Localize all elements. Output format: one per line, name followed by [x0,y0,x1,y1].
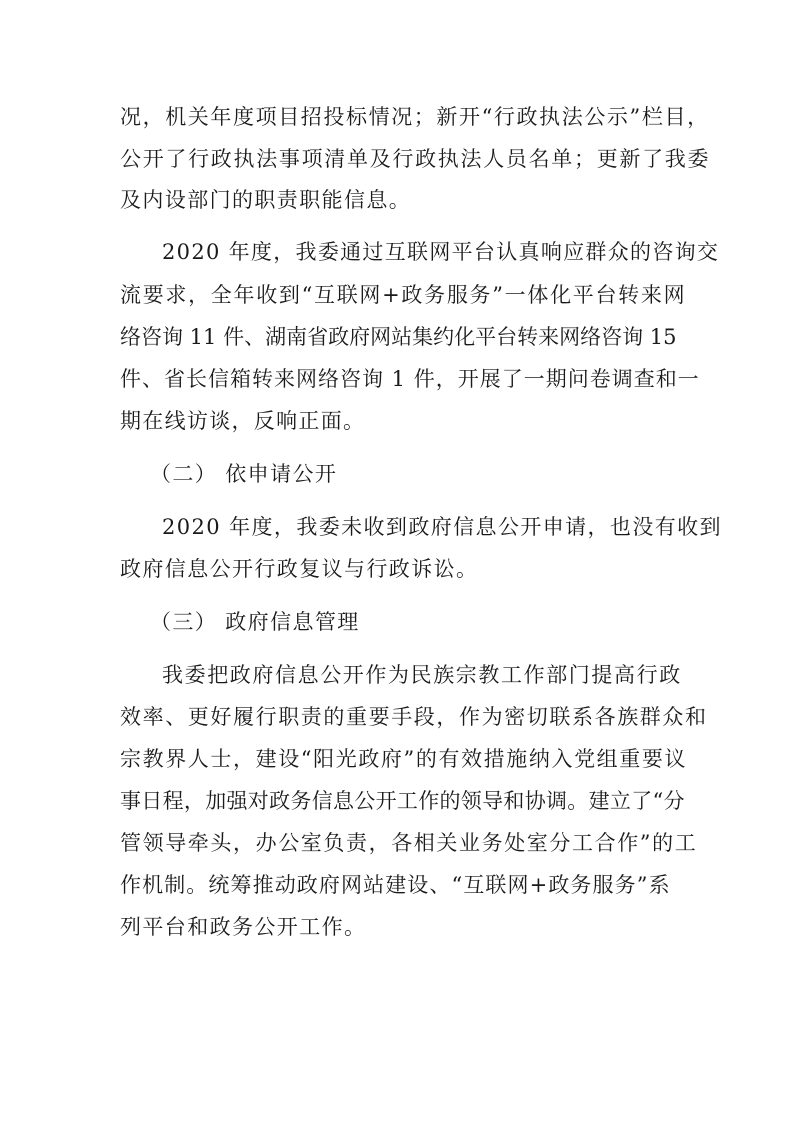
body-text-line: 效率、更好履行职责的重要手段，作为密切联系各族群众和 [120,705,708,729]
body-text-line: 况，机关年度项目招投标情况；新开“行政执法公示”栏目， [120,105,710,129]
body-text-line: 事日程，加强对政务信息公开工作的领导和协调。建立了“分 [120,789,685,813]
section-heading-application: （二） 依申请公开 [150,462,338,486]
body-text-line: 政府信息公开行政复议与行政诉讼。 [120,557,479,581]
body-text-line: 件、省长信箱转来网络咨询 1 件，开展了一期问卷调查和一 [120,367,700,391]
section-heading-management: （三） 政府信息管理 [150,610,360,634]
body-text-line: 2020 年度，我委通过互联网平台认真响应群众的咨询交 [162,240,720,264]
body-text-line: 列平台和政务公开工作。 [120,915,367,939]
body-text-line: 作机制。统筹推动政府网站建设、“互联网+政务服务”系 [120,873,671,897]
body-text-line: 我委把政府信息公开作为民族宗教工作部门提高行政 [162,663,682,687]
body-text-line: 公开了行政执法事项清单及行政执法人员名单；更新了我委 [120,147,711,171]
body-text-line: 络咨询 11 件、湖南省政府网站集约化平台转来网络咨询 15 [120,325,677,349]
body-text-line: 及内设部门的职责职能信息。 [120,188,412,212]
body-text-line: 期在线访谈，反响正面。 [120,409,366,433]
body-text-line: 2020 年度，我委未收到政府信息公开申请，也没有收到 [162,515,722,539]
body-text-line: 流要求，全年收到“互联网+政务服务”一体化平台转来网 [120,283,687,307]
body-text-line: 管领导牵头，办公室负责，各相关业务处室分工合作”的工 [120,831,698,855]
body-text-line: 宗教界人士，建设“阳光政府”的有效措施纳入党组重要议 [120,747,688,771]
